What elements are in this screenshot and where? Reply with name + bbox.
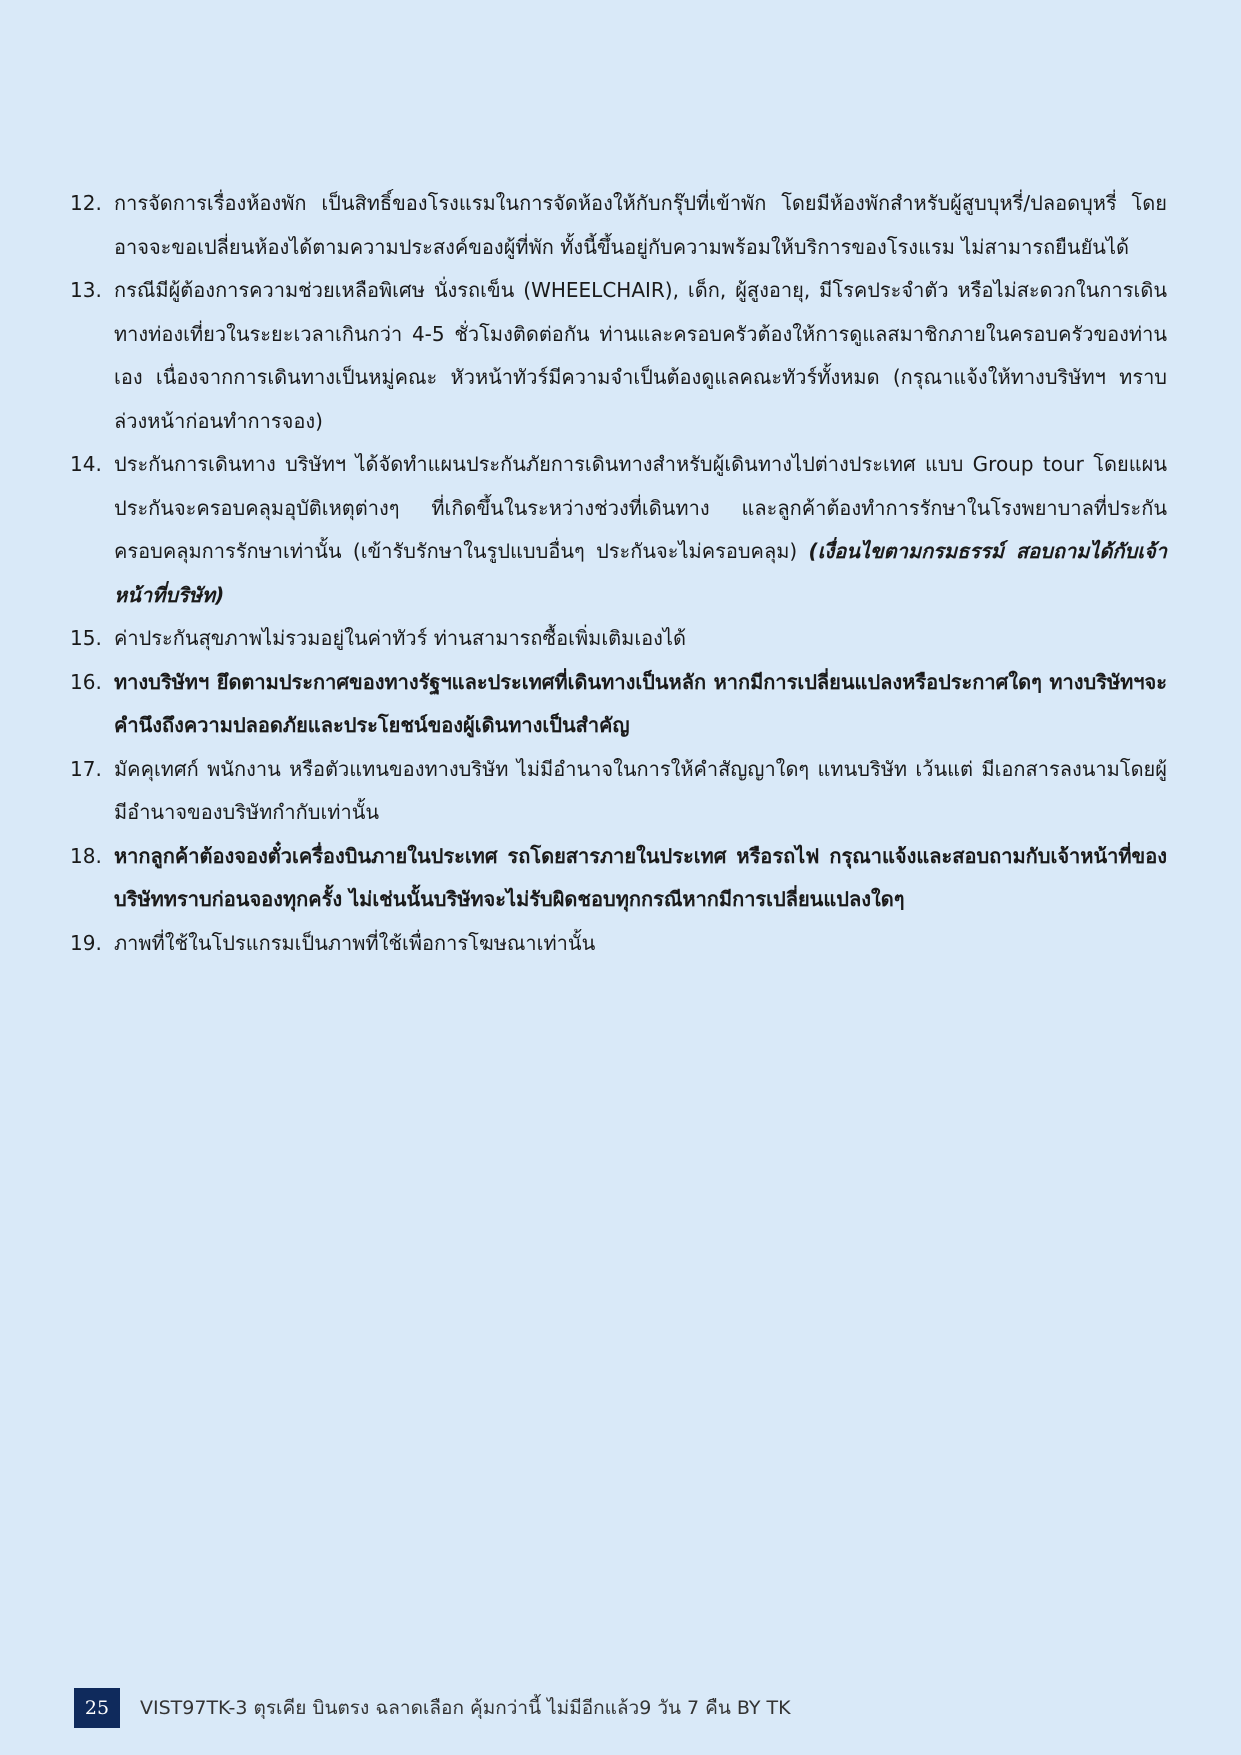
list-item-16 [70, 661, 1167, 748]
item-text: ประกันการเดินทาง บริษัทฯ ได้จัดทำแผนประกันภัยการเดินทางสำหรับผู้เดินทางไปต่างประเทศ แบบ Group tour โดยแผนประกันจะครอบคลุมอุบัติเหตุต่างๆ ที่เกิดขึ้นในระหว่างช่วงที่เดินทาง และลูกค้าต้องทำการรักษาในโรงพยาบาลที่ประกันครอบคลุมการรักษาเท่านั้น (เข้ารับรักษาในรูปแบบอื่นๆ ประกันจะไม่ครอบคลุม) [114, 452, 1167, 563]
list-item-13 [70, 269, 1167, 443]
page-footer [74, 1688, 791, 1728]
item-number: 13. [70, 278, 102, 302]
list-item-12 [70, 182, 1167, 269]
item-number: 14. [70, 452, 102, 476]
item-text: ภาพที่ใช้ในโปรแกรมเป็นภาพที่ใช้เพื่อการโฆษณาเท่านั้น [114, 930, 596, 955]
item-text: กรณีมีผู้ต้องการความช่วยเหลือพิเศษ นั่งรถเข็น (WHEELCHAIR), เด็ก, ผู้สูงอายุ, มีโรคประจำตัว หรือไม่สะดวกในการเดินทางท่องเที่ยวในระยะเวลาเกินกว่า 4-5 ชั่วโมงติดต่อกัน ท่านและครอบครัวต้องให้การดูแลสมาชิกภายในครอบครัวของท่านเอง เนื่องจากการเดินทางเป็นหมู่คณะ หัวหน้าทัวร์มีความจำเป็นต้องดูแลคณะทัวร์ทั้งหมด (กรุณาแจ้งให้ทางบริษัทฯ ทราบล่วงหน้าก่อนทำการจอง) [114, 278, 1167, 433]
item-text: หากลูกค้าต้องจองตั๋วเครื่องบินภายในประเทศ รถโดยสารภายในประเทศ หรือรถไฟ กรุณาแจ้งและสอบถามกับเจ้าหน้าที่ของบริษัททราบก่อนจองทุกครั้ง ไม่เช่นนั้นบริษัทจะไม่รับผิดชอบทุกกรณีหากมีการเปลี่ยนแปลงใดๆ [114, 843, 1167, 911]
list-item-19 [70, 922, 1167, 966]
item-emphasis: (เงื่อนไขตามกรมธรรม์ สอบถามได้กับเจ้าหน้าที่บริษัท) [114, 539, 1167, 607]
item-text: มัคคุเทศก์ พนักงาน หรือตัวแทนของทางบริษัท ไม่มีอำนาจในการให้คำสัญญาใดๆ แทนบริษัท เว้นแต่ มีเอกสารลงนามโดยผู้มีอำนาจของบริษัทกำกับเท่านั้น [114, 756, 1167, 824]
list-item-14 [70, 443, 1167, 617]
item-number: 12. [70, 191, 102, 215]
conditions-list [70, 182, 1167, 965]
item-text: ค่าประกันสุขภาพไม่รวมอยู่ในค่าทัวร์ ท่านสามารถซื้อเพิ่มเติมเองได้ [114, 626, 686, 650]
list-item-15 [70, 617, 1167, 661]
footer-text: VIST97TK-3 ตุรเคีย บินตรง ฉลาดเลือก คุ้มกว่านี้ ไม่มีอีกแล้ว9 วัน 7 คืน BY TK [140, 1697, 791, 1719]
item-text-container [114, 443, 1167, 617]
item-number: 19. [70, 930, 102, 955]
list-item-18 [70, 835, 1167, 922]
item-text: ทางบริษัทฯ ยึดตามประกาศของทางรัฐฯและประเทศที่เดินทางเป็นหลัก หากมีการเปลี่ยนแปลงหรือประกาศใดๆ ทางบริษัทฯจะคำนึงถึงความปลอดภัยและประโยชน์ของผู้เดินทางเป็นสำคัญ [114, 669, 1167, 737]
page-number: 25 [74, 1688, 120, 1728]
item-number: 16. [70, 669, 102, 694]
item-number: 15. [70, 626, 102, 650]
item-number: 18. [70, 843, 102, 868]
item-number: 17. [70, 756, 102, 781]
item-text: การจัดการเรื่องห้องพัก เป็นสิทธิ์ของโรงแรมในการจัดห้องให้กับกรุ๊ปที่เข้าพัก โดยมีห้องพักสำหรับผู้สูบบุหรี่/ปลอดบุหรี่ โดยอาจจะขอเปลี่ยนห้องได้ตามความประสงค์ของผู้ที่พัก ทั้งนี้ขึ้นอยู่กับความพร้อมให้บริการของโรงแรม ไม่สามารถยืนยันได้ [114, 191, 1167, 259]
list-item-17 [70, 748, 1167, 835]
